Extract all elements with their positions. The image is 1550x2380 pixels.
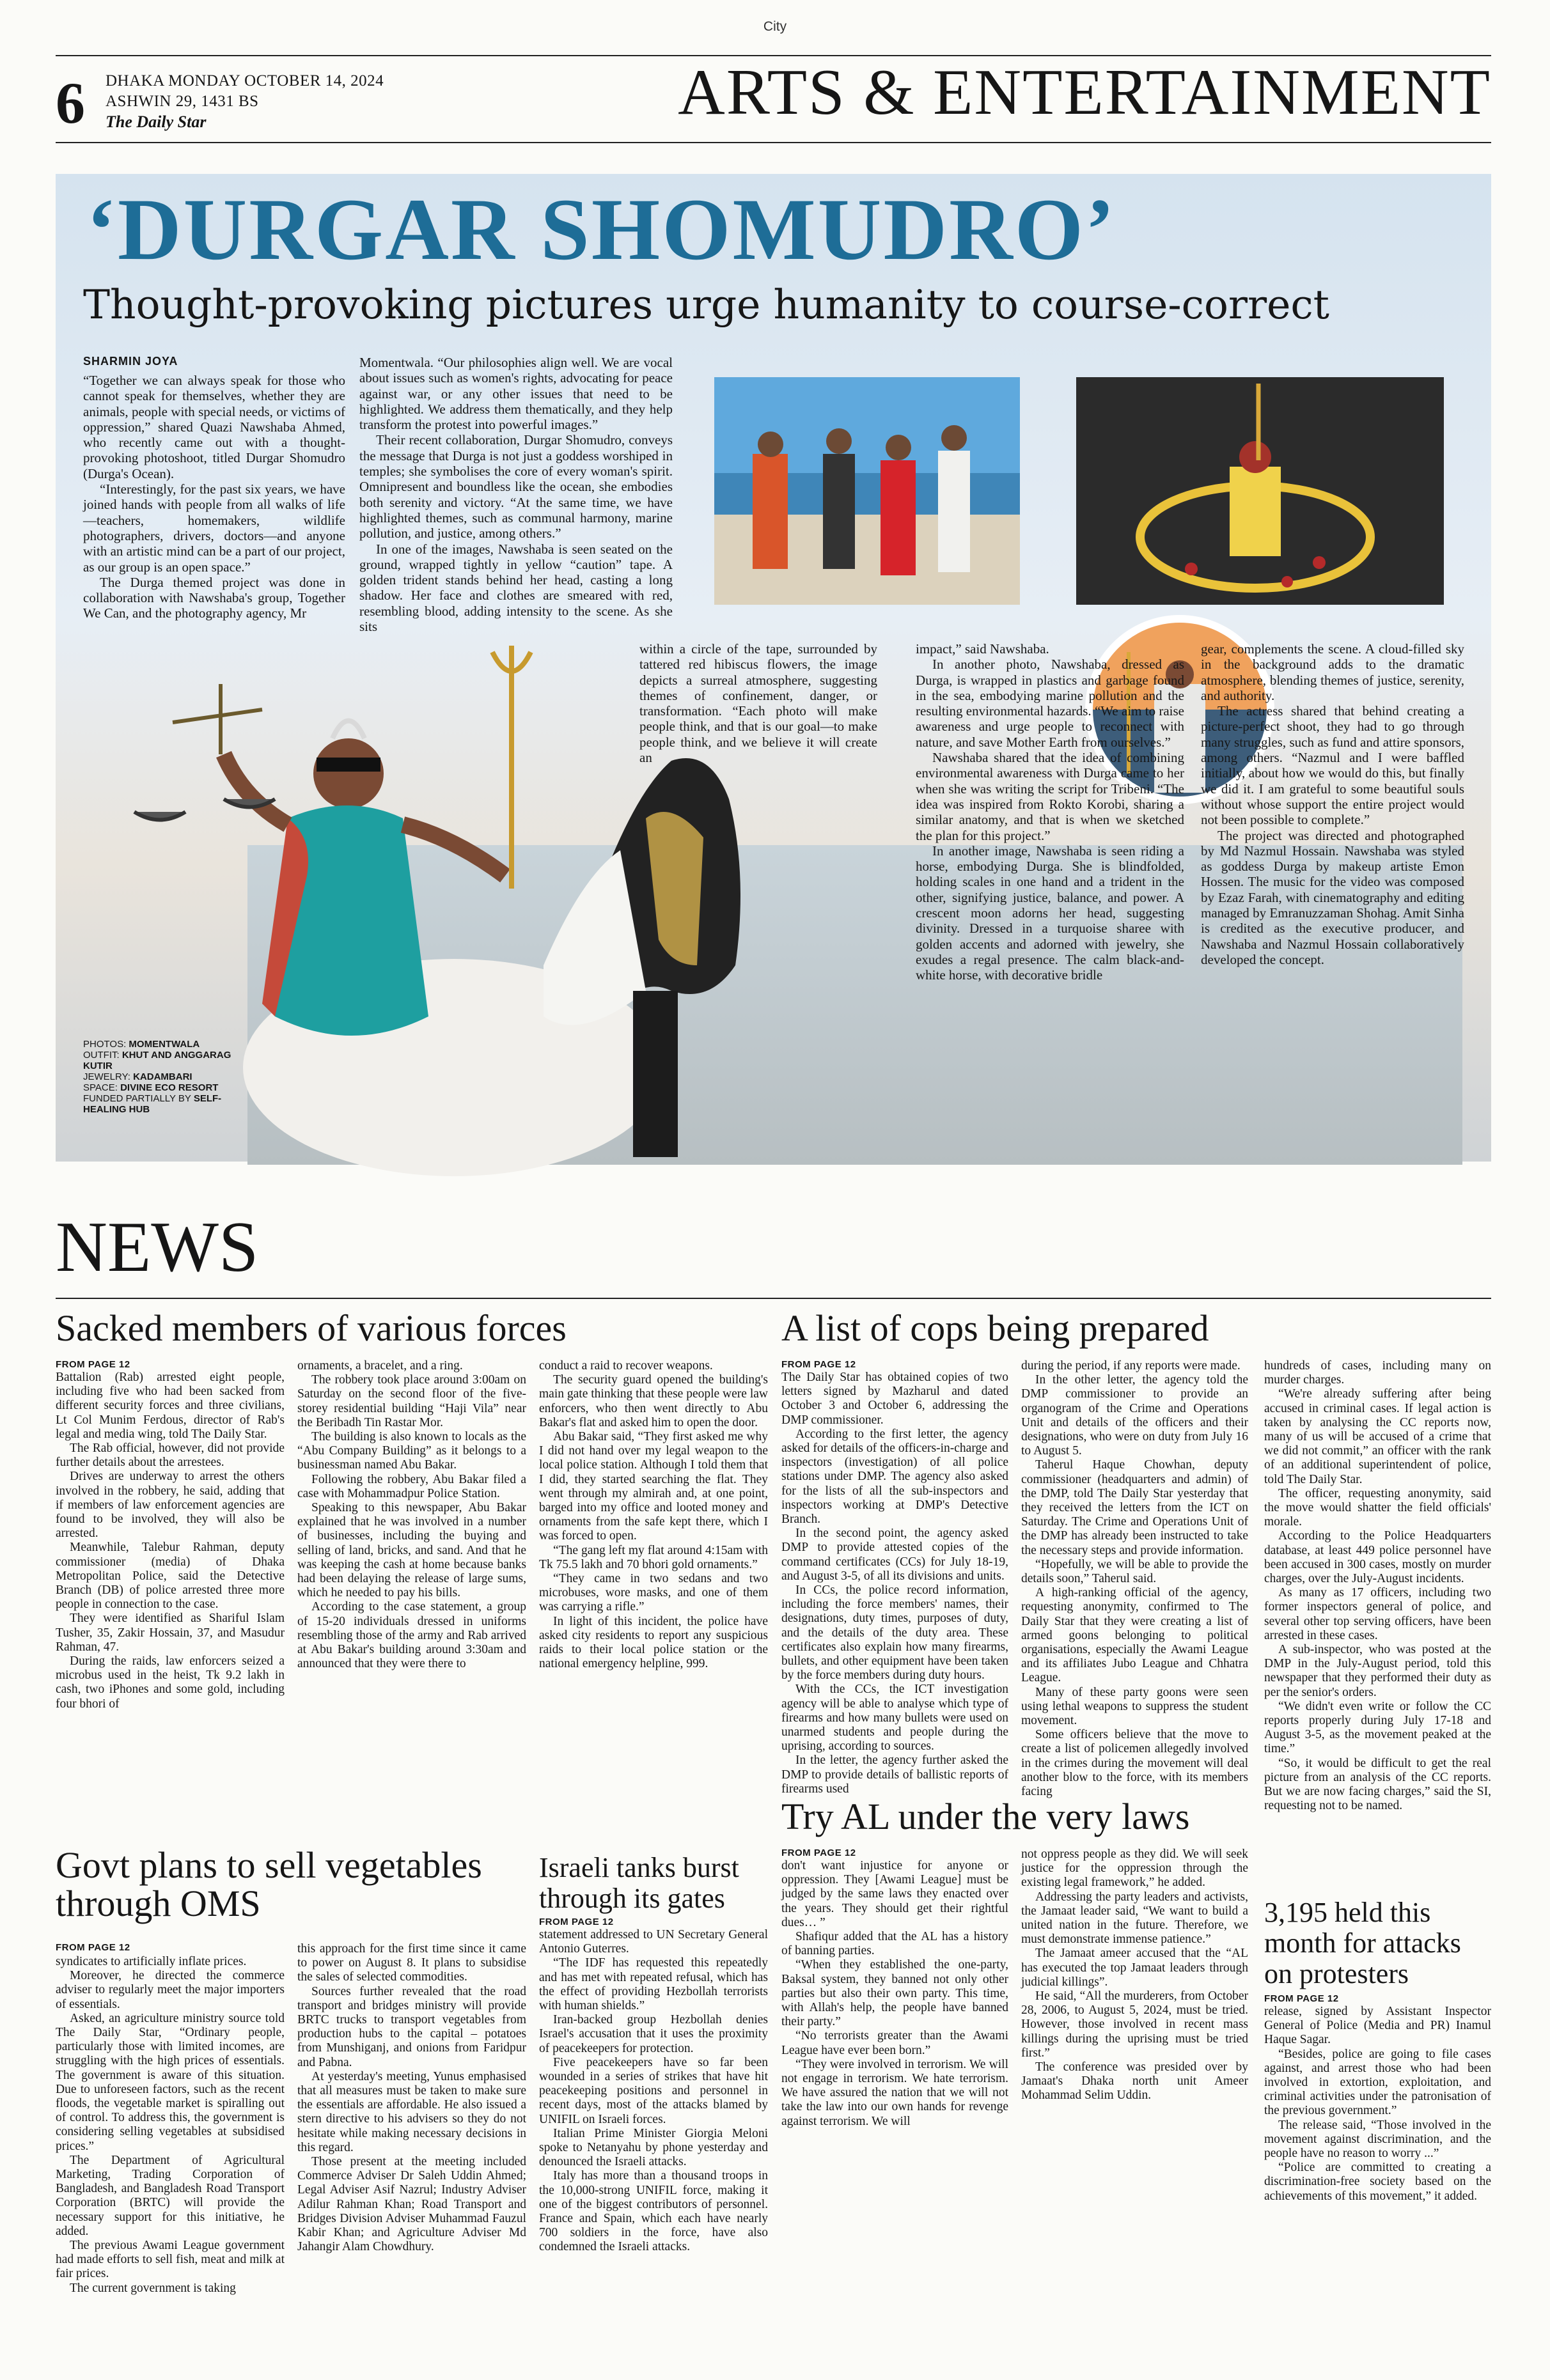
paragraph: “So, it would be difficult to get the real picture from an analysis of the CC reports. But we are now facing charges,” said the SI, requesting not to be named.	[1264, 1756, 1491, 1813]
masthead-rule	[56, 142, 1491, 143]
paragraph: Five peacekeepers have so far been wounded in a series of strikes that have hit peacekeeping positions and personnel in recent days, most of the attacks blamed by UNIFIL on Israeli forces.	[539, 2055, 768, 2126]
feature-paragraph: gear, complements the scene. A cloud-filled sky in the background adds to the dramatic atmosphere, blending themes of justice, serenity, and authority.	[1201, 641, 1464, 703]
feature-paragraph: “Interestingly, for the past six years, we have joined hands with people from all walks of life—teachers, homemakers, wildlife photographers, drivers, doctors—and anyone with an artistic mind can be a part of our project, as our group is an open space.”	[83, 481, 345, 575]
paragraph: With the CCs, the ICT investigation agency will be able to analyse which type of firearms and how many bullets were used on unarmed students and people during the uprising, according to sources.	[781, 1683, 1008, 1754]
paragraph: Battalion (Rab) arrested eight people, including five who had been sacked from different security forces and three civilians, Lt Col Munim Ferdous, director of Rab's legal and media wing, told The Daily Star.	[56, 1371, 285, 1441]
feature-paragraph: The Durga themed project was done in collaboration with Nawshaba's group, Together We Can, and the photography agency, Mr	[83, 574, 345, 621]
paragraph: Addressing the party leaders and activists, the Jamaat leader said, “We want to build a united nation in the future. Therefore, we must demonstrate immense patience.”	[1021, 1890, 1248, 1947]
paragraph: The current government is taking	[70, 2281, 236, 2295]
credit-line: FUNDED PARTIALLY BY SELF-HEALING HUB	[83, 1093, 222, 1115]
paragraph: At yesterday's meeting, Yunus emphasised that all measures must be taken to make sure the essentials are affordable. He also issued a stern directive to his advisers so they do not hesitate while making necessary decisions in this regard.	[297, 2069, 526, 2154]
paragraph: In the second point, the agency asked DMP to provide attested copies of the command certificates (CCs) for July 18-19, and August 3-5, of all its divisions and units.	[781, 1527, 1008, 1583]
dateline-bangla: ASHWIN 29, 1431 BS	[106, 93, 259, 110]
paragraph: Iran-backed group Hezbollah denies Israel's accusation that it uses the proximity of peacekeepers for protection.	[539, 2013, 768, 2055]
paragraph: The previous Awami League government had made efforts to sell fish, meat and milk at fair prices.	[56, 2239, 285, 2281]
story-headline: 3,195 held this month for attacks on protesters	[1264, 1897, 1461, 1989]
paragraph: Speaking to this newspaper, Abu Bakar explained that he was involved in a number of businesses, including the buying and selling of land, bricks, and sand. And that he was keeping the cash at home because banks had been delaying the release of large sums, which he needed to pay his bills.	[297, 1501, 526, 1600]
paragraph: “They came in two sedans and two microbuses, wore masks, and one of them was carrying a rifle.”	[539, 1572, 768, 1614]
paragraph: The Jamaat ameer accused that the “AL has executed the top Jamaat leaders through judicial killings”.	[1021, 1947, 1248, 1989]
paragraph: don't want injustice for anyone or oppression. They [Awami League] must be judged by the same laws they enacted over the years. They should get their rightful dues… ”	[781, 1859, 1008, 1929]
paragraph: hundreds of cases, including many on murder charges.	[1264, 1359, 1491, 1387]
paragraph: Sources further revealed that the road transport and bridges ministry will provide BRTC trucks to transport vegetables from production hubs to the capital – potatoes from Munshiganj, and onions from Faridpur and Pabna.	[297, 1984, 526, 2069]
story-column	[1264, 2005, 1491, 2367]
page-number: 6	[56, 70, 85, 136]
feature-paragraph: impact,” said Nawshaba.	[916, 641, 1049, 657]
feature-subhead: Thought-provoking pictures urge humanity to course-correct	[83, 281, 1330, 328]
paragraph: Following the robbery, Abu Bakar filed a case with Mohammadpur Police Station.	[297, 1472, 526, 1500]
feature-paragraph: The project was directed and photographed by Md Nazmul Hossain. Nawshaba was styled as goddess Durga by makeup artiste Emon Hossen. The music for the video was composed by Ezaz Farah, with cinematography and editing managed by Emranuzzaman Shohag. Amit Sinha is credited as the executive producer, and Nawshaba and Nazmul Hossain collaboratively developed the concept.	[1201, 827, 1464, 967]
paragraph: “Hopefully, we will be able to provide the details soon,” Taherul said.	[1021, 1557, 1248, 1586]
paragraph: “When they established the one-party, Baksal system, they banned not only other parties but also their own party. This time, with Allah's help, the people have banned their party.”	[781, 1958, 1008, 2029]
feature-paragraph: In one of the images, Nawshaba is seen seated on the ground, wrapped tightly in yellow “caution” tape. A golden trident stands behind her head, casting a long shadow. Her face and clothes are smeared with red, resembling blood, adding intensity to the scene. As she sits	[359, 541, 673, 635]
feature-paragraph: In another image, Nawshaba is seen riding a horse, embodying Durga. She is blindfolded, holding scales in one hand and a trident in the other, signifying justice, balance, and power. A crescent moon adorns her head, suggesting divinity. Dressed in a turquoise sharee with golden accents and adorned with jewelry, she exudes a regal presence. The calm black-and-white horse, with decorative bridle	[916, 843, 1184, 983]
paragraph: Taherul Haque Chowhan, deputy commissioner (headquarters and admin) of the DMP, told The Daily Star yesterday that they received the letters from the ICT on Saturday. The Crime and Operations Unit of the DMP has already been instructed to take the necessary steps and provide information.	[1021, 1458, 1248, 1557]
paragraph: A sub-inspector, who was posted at the DMP in the July-August period, told this newspaper that they performed their duty as per the senior's orders.	[1264, 1643, 1491, 1699]
feature-column-1	[83, 373, 345, 621]
paragraph: Italian Prime Minister Giorgia Meloni spoke to Netanyahu by phone yesterday and denounced the Israeli attacks.	[539, 2126, 768, 2169]
paragraph: A high-ranking official of the agency, requesting anonymity, confirmed to The Daily Star that they were creating a list of armed goons belonging to political organisations, especially the Awami League and its affiliates Jubo League and Chhatra League.	[1021, 1586, 1248, 1685]
story-headline: Israeli tanks burst through its gates	[539, 1852, 739, 1914]
story-column	[1021, 1359, 1248, 1799]
story-headline: Try AL under the very laws	[781, 1796, 1190, 1837]
paragraph: “No terrorists greater than the Awami League have ever been born.”	[781, 2029, 1008, 2057]
photo-credits	[83, 1039, 243, 1115]
paragraph: As many as 17 officers, including two former inspectors general of police, and several other top serving officers, have been arrested in these cases.	[1264, 1586, 1491, 1642]
paragraph: The officer, requesting anonymity, said the move would shatter the field officials' morale.	[1264, 1486, 1491, 1529]
paragraph: They were identified as Shariful Islam Tusher, 35, Zakir Hossain, 37, and Masudur Rahman, 47.	[56, 1612, 285, 1654]
page-city-label: City	[763, 19, 787, 34]
paragraph: Some officers believe that the move to create a list of policemen allegedly involved in the crimes during the movement will deal another blow to the force, with its members facing	[1021, 1728, 1248, 1799]
feature-paragraph: “Together we can always speak for those who cannot speak for themselves, whether they are animals, people with special needs, or victims of oppression,” shared Quazi Nawshaba Ahmed, who recently came out with a thought-provoking photoshoot, titled Durgar Shomudro (Durga's Ocean).	[83, 373, 345, 481]
from-page-label: FROM PAGE 12	[539, 1917, 614, 1927]
story-column	[539, 1359, 768, 1820]
paragraph: syndicates to artificially inflate prices.	[56, 1955, 247, 1968]
story-headline: A list of cops being prepared	[781, 1307, 1209, 1349]
feature-paragraph: within a circle of the tape, surrounded by tattered red hibiscus flowers, the image depicts a surreal atmosphere, suggesting themes of confinement, danger, or transformation. “Each photo will make people think, and that is our goal—to make people think, and we believe it will create an	[639, 641, 877, 766]
section-title: ARTS & ENTERTAINMENT	[678, 56, 1491, 128]
story-column	[297, 1942, 526, 2367]
from-page-label: FROM PAGE 12	[1264, 1993, 1339, 2004]
paragraph: The security guard opened the building's main gate thinking that these people were law enforcers, who then went directly to Abu Bakar's flat and asked him to open the door.	[539, 1373, 768, 1429]
paragraph: “The IDF has requested this repeatedly and has met with repeated refusal, which has the effect of providing Hezbollah terrorists with human shields.”	[539, 1956, 768, 2013]
paragraph: “Police are committed to creating a discrimination-free society based on the achievements of this movement,” it added.	[1264, 2161, 1491, 2203]
feature-column-2	[359, 355, 673, 678]
feature-paragraph: Nawshaba shared that the idea of combining environmental awareness with Durga came to her when she was writing the script for Tribeni. “The idea was inspired from Rokto Korobi, sharing a similar anatomy, and that is when we sketched the plan for this project.”	[916, 750, 1184, 843]
paragraph: The Daily Star has obtained copies of two letters signed by Mazharul and dated October 3 and October 6, addressing the DMP commissioner.	[781, 1371, 1008, 1427]
paragraph: In the other letter, the agency told the DMP commissioner to provide an organogram of the Crime and Operations Unit and details of the officers and their designations, who were on duty from July 16 to August 5.	[1021, 1373, 1248, 1458]
story-column	[1264, 1359, 1491, 1890]
paragraph: According to the first letter, the agency asked for details of the officers-in-charge and inspectors (investigation) of all police stations under DMP. The agency also asked for the lists of all the sub-inspectors and inspectors working at DMP's Detective Branch.	[781, 1427, 1008, 1527]
credit-line: JEWELRY: KADAMBARI	[83, 1071, 192, 1082]
paragraph: Many of these party goons were seen using lethal weapons to suppress the student movement.	[1021, 1685, 1248, 1728]
story-headline: Sacked members of various forces	[56, 1307, 567, 1349]
paragraph: The release said, “Those involved in the movement against discrimination, and the people have no reason to worry ...”	[1264, 2118, 1491, 2161]
paragraph: not oppress people as they did. We will seek justice for the oppression through the existing legal framework,” he added.	[1021, 1847, 1248, 1890]
story-column	[56, 1371, 285, 1820]
from-page-label: FROM PAGE 12	[781, 1847, 856, 1858]
paragraph: In light of this incident, the police have asked city residents to report any suspicious raids to their local police station or the national emergency helpline, 999.	[539, 1614, 768, 1671]
feature-headline: ‘DURGAR SHOMUDRO’	[86, 180, 1117, 278]
feature-column-3	[639, 641, 877, 766]
paragraph: “Besides, police are going to file cases against, and arrest those who had been involved in extortion, exploitation, and criminal activities under the patronisation of the previous government.”	[1264, 2047, 1491, 2118]
story-column	[1021, 1847, 1248, 2367]
paragraph: during the period, if any reports were made.	[1021, 1359, 1241, 1373]
feature-paragraph: In another photo, Nawshaba, dressed as Durga, is wrapped in plastics and garbage found in the sea, embodying marine pollution and the resulting environmental hazards. “We aim to raise awareness and urge people to reconnect with nature, and save Mother Earth from ourselves.”	[916, 657, 1184, 750]
paragraph: The building is also known to locals as the “Abu Company Building” as it belongs to a businessman named Abu Bakar.	[297, 1430, 526, 1472]
credit-line: SPACE: DIVINE ECO RESORT	[83, 1082, 219, 1093]
story-column	[297, 1359, 526, 1820]
feature-paragraph: Momentwala. “Our philosophies align well. We are vocal about issues such as women's rights, advocating for peace against war, or any other issues that need to be highlighted. We address them thematically, and they help transform the protest into powerful images.”	[359, 355, 673, 433]
feature-paragraph: The actress shared that behind creating a picture-perfect shoot, they had to go through many struggles, such as fund and attire sponsors, among others. “Nazmul and I were baffled initially, about how we would do this, but finally we did it. I am grateful to some beautiful souls without whose support the entire project would not been possible to complete.”	[1201, 703, 1464, 828]
story-column	[539, 1928, 768, 2367]
feature-byline: SHARMIN JOYA	[83, 355, 178, 368]
credit-line: PHOTOS: MOMENTWALA	[83, 1039, 200, 1050]
paragraph: The Rab official, however, did not provide further details about the arrestees.	[56, 1442, 285, 1470]
paragraph: ornaments, a bracelet, and a ring.	[297, 1359, 463, 1373]
paragraph: In the letter, the agency further asked the DMP to provide details of ballistic reports of firearms used	[781, 1754, 1008, 1796]
paragraph: Those present at the meeting included Commerce Adviser Dr Saleh Uddin Ahmed; Legal Adviser Asif Nazrul; Industry Adviser Adilur Rahman Khan; Road Transport and Bridges Division Adviser Muhammad Fauzul Kabir Khan; and Agriculture Adviser Md Jahangir Alam Chowdhury.	[297, 2155, 526, 2254]
from-page-label: FROM PAGE 12	[56, 1942, 130, 1953]
paragraph: The conference was presided over by Jamaat's Dhaka north unit Ameer Mohammad Selim Uddin.	[1021, 2060, 1248, 2103]
paragraph: Abu Bakar said, “They first asked me why I did not hand over my legal weapon to the local police station. Although I told them that I did, they started searching the flat. They went through my almirah and, at one point, barged into my office and looted money and ornaments from the safe kept there, which I was forced to open.	[539, 1430, 768, 1543]
paragraph: “The gang left my flat around 4:15am with Tk 75.5 lakh and 70 bhori gold ornaments.”	[539, 1543, 768, 1571]
paragraph: “They were involved in terrorism. We will not engage in terrorism. We hate terrorism. We have assured the nation that we will not take the law into our own hands for revenge against terrorism. We will	[781, 2057, 1008, 2128]
paragraph: Shafiqur added that the AL has a history of banning parties.	[781, 1930, 1008, 1958]
paragraph: conduct a raid to recover weapons.	[539, 1359, 713, 1373]
paragraph: The Department of Agricultural Marketing, Trading Corporation of Bangladesh, and Bangladesh Road Transport Corporation (BRTC) will provide the necessary support for this initiative, he added.	[56, 2153, 285, 2238]
paragraph: He said, “All the murderers, from October 28, 2006, to August 5, 2024, must be tried. However, those involved in recent mass killings during the uprising must be tried first.”	[1021, 1989, 1248, 2060]
paragraph: In CCs, the police record information, including the force members' names, their designations, duty times, purposes of duty, and the details of the duty area. These certificates also explain how many firearms, bullets, and other equipment have been taken by the force members during duty hours.	[781, 1583, 1008, 1683]
paragraph: Moreover, he directed the commerce adviser to regularly meet the major importers of essentials.	[56, 1969, 285, 2011]
feature-paragraph: Their recent collaboration, Durgar Shomudro, conveys the message that Durga is not just a goddess worshiped in temples; she symbolises the core of every woman's spirit. Omnipresent and boundless like the ocean, she embodies both serenity and victory. “At the same time, we have highlighted themes, such as communal harmony, marine pollution, and justice, among others.”	[359, 432, 673, 541]
story-column	[781, 1371, 1008, 1796]
story-headline: Govt plans to sell vegetables through OMS	[56, 1844, 482, 1924]
paragraph: Drives are underway to arrest the others involved in the robbery, he said, adding that if members of law enforcement agencies are found to be involved, they will also be arrested.	[56, 1470, 285, 1541]
paragraph: According to the case statement, a group of 15-20 individuals dressed in uniforms resembling those of the army and Rab arrived at Abu Bakar's building around 3:30am and announced that they were there to	[297, 1600, 526, 1671]
story-column	[56, 1955, 285, 2367]
paragraph: Italy has more than a thousand troops in the 10,000-strong UNIFIL force, making it one of the biggest contributors of personnel. France and Spain, which each have nearly 700 soldiers in the force, have also condemned the Israeli attacks.	[539, 2169, 768, 2254]
credit-line: OUTFIT: KHUT AND ANGGARAG KUTIR	[83, 1050, 231, 1071]
paper-logo: The Daily Star	[106, 113, 207, 131]
paragraph: “We're already suffering after being accused in criminal cases. If legal action is taken by analysing the CC reports now, many of us will be accused of a crime that we did not commit,” an officer with the rank of an additional superintendent of police, told The Daily Star.	[1264, 1387, 1491, 1486]
paragraph: release, signed by Assistant Inspector General of Police (Media and PR) Inamul Haque Sagar.	[1264, 2005, 1491, 2047]
story-column	[781, 1859, 1008, 2367]
from-page-label: FROM PAGE 12	[56, 1359, 130, 1370]
beach-group-photo	[714, 377, 1020, 605]
caution-tape-photo	[1076, 377, 1444, 605]
paragraph: statement addressed to UN Secretary General Antonio Guterres.	[539, 1928, 768, 1956]
paragraph: During the raids, law enforcers seized a microbus used in the heist, Tk 9.2 lakh in cash, two iPhones and some gold, including four bhori of	[56, 1654, 285, 1711]
from-page-label: FROM PAGE 12	[781, 1359, 856, 1370]
paragraph: Asked, an agriculture ministry source told The Daily Star, “Ordinary people, particularly those with limited incomes, are struggling with the high prices of essentials. The government is aware of this situation. Due to unforeseen factors, such as the recent floods, the vegetable market is spiralling out of control. To address this, the government is considering selling vegetables at subsidised prices.”	[56, 2011, 285, 2153]
paragraph: this approach for the first time since it came to power on August 8. It plans to subsidise the sales of selected commodities.	[297, 1942, 526, 1984]
paragraph: According to the Police Headquarters database, at least 449 police personnel have been accused in 300 cases, mostly on murder charges, over the July-August incidents.	[1264, 1529, 1491, 1586]
feature-column-5	[1201, 641, 1464, 1137]
news-rule	[56, 1298, 1491, 1299]
paragraph: Meanwhile, Talebur Rahman, deputy commissioner (media) of Dhaka Metropolitan Police, said the Detective Branch (DB) of police arrested three more people in connection to the case.	[56, 1541, 285, 1612]
feature-column-4	[916, 641, 1184, 1137]
paragraph: The robbery took place around 3:00am on Saturday on the second floor of the five-storey residential building “Haji Vila” near the Beribadh Tin Rastar Mor.	[297, 1373, 526, 1429]
news-section-title: NEWS	[56, 1208, 259, 1287]
dateline: DHAKA MONDAY OCTOBER 14, 2024	[106, 72, 384, 89]
paragraph: “We didn't even write or follow the CC reports properly during July 17-18 and August 3-5, as the movement peaked at the time.”	[1264, 1699, 1491, 1756]
